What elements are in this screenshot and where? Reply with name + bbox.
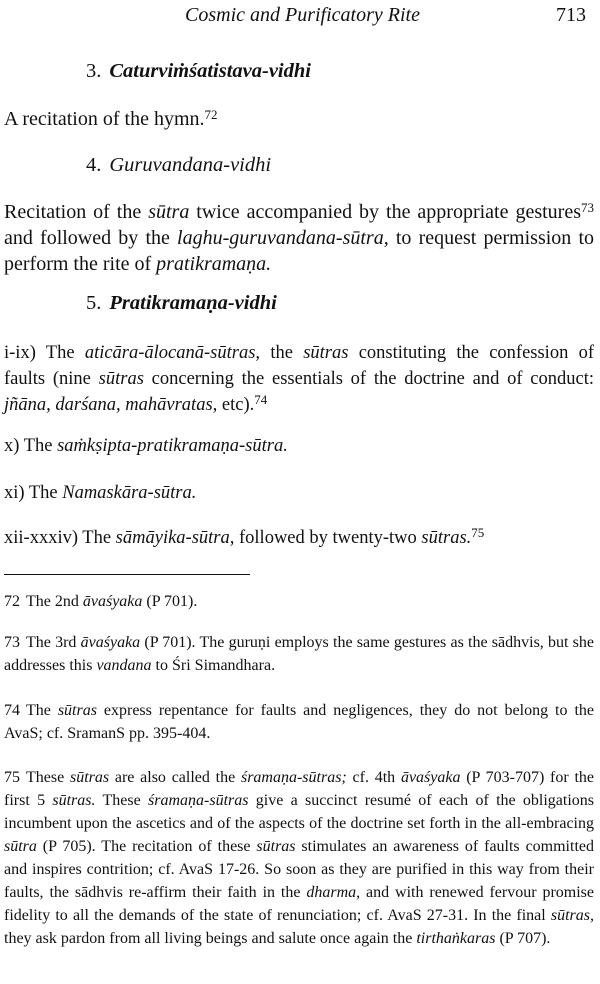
italic-term: sūtras bbox=[57, 702, 97, 719]
text-run: are also called the bbox=[109, 769, 241, 786]
footnote bbox=[4, 766, 594, 950]
footnote-separator bbox=[4, 574, 250, 575]
italic-term: dharma, bbox=[306, 884, 361, 901]
list-item bbox=[4, 525, 594, 551]
italic-term: sūtras bbox=[98, 369, 144, 389]
italic-term: vandana bbox=[96, 657, 152, 674]
text-run: give a succinct resumé of each of the obligations incumbent upon the ascetics and of the aspects of the doctrine set forth in the all-embracing bbox=[4, 792, 595, 832]
text-run: to Śri Simandhara. bbox=[151, 657, 276, 674]
section-title: Pratikramaṇa-vidhi bbox=[109, 292, 277, 314]
list-item bbox=[4, 480, 594, 506]
footnote-number: 73 bbox=[4, 634, 20, 651]
italic-term: jñāna, darśana, mahāvratas, bbox=[4, 395, 218, 415]
text-run: constituting the confession of faults (nine bbox=[4, 343, 594, 389]
section-number: 5. bbox=[86, 292, 102, 314]
text-run: Recitation of the bbox=[4, 201, 149, 223]
text-run: etc). bbox=[217, 395, 255, 415]
text-run: cf. 4th bbox=[346, 769, 401, 786]
text-run: twice accompanied by the appropriate gestures bbox=[189, 201, 581, 223]
text-run: xii-xxxiv) The bbox=[4, 528, 116, 548]
page-number: 713 bbox=[556, 4, 586, 26]
section-number: 4. bbox=[86, 154, 102, 176]
section-number: 3. bbox=[86, 60, 102, 82]
italic-term: sūtras bbox=[69, 769, 110, 786]
text-run: concerning the essentials of the doctrine and of conduct: bbox=[143, 369, 594, 389]
section-3-body bbox=[4, 106, 594, 132]
text-run: These bbox=[95, 792, 149, 809]
footnote-number: 74 bbox=[4, 702, 20, 719]
list-item bbox=[4, 340, 594, 418]
italic-term: sūtras. bbox=[421, 528, 472, 548]
italic-term: āvaśyaka bbox=[400, 769, 461, 786]
footnote bbox=[4, 631, 594, 677]
text-run: they ask pardon from all living beings and salute once again the bbox=[4, 930, 417, 947]
text-run: (P 707). bbox=[495, 930, 551, 947]
italic-term: śramaṇa-sūtras; bbox=[240, 769, 347, 786]
italic-term: laghu-guruvandana-sūtra, bbox=[177, 227, 389, 249]
italic-term: pratikramaṇa. bbox=[156, 253, 272, 275]
footnote-ref: 75 bbox=[471, 525, 485, 540]
section-title: Guruvandana-vidhi bbox=[109, 154, 272, 176]
italic-term: sūtras, bbox=[550, 907, 594, 924]
italic-term: sūtras. bbox=[52, 792, 96, 809]
text-run: stimulates an awareness of faults committed and inspires contrition; cf. AvaS 17-26. So soon as they are purified in this way from their faults, the sādhvis re-affirm their faith in the bbox=[4, 838, 594, 901]
text-run: The 2nd bbox=[26, 593, 83, 610]
footnote-ref: 74 bbox=[254, 392, 268, 407]
italic-term: sūtras bbox=[256, 838, 296, 855]
text-run: These bbox=[26, 769, 70, 786]
text-run: express repentance for faults and negligences, they do not belong to the AvaS; cf. SramanS pp. 395-404. bbox=[4, 702, 595, 742]
footnote-ref: 73 bbox=[581, 200, 594, 215]
italic-term: sūtra bbox=[148, 201, 190, 223]
text-run: to request permission to perform the rite of bbox=[4, 227, 594, 275]
text-run: The 3rd bbox=[26, 634, 81, 651]
italic-term: saṁkṣipta-pratikramaṇa-sūtra. bbox=[57, 436, 288, 456]
section-4-heading bbox=[86, 154, 271, 177]
text-run: i-ix) The bbox=[4, 343, 85, 363]
footnote bbox=[4, 590, 594, 613]
text-run: (P 703-707) for the first 5 bbox=[4, 769, 595, 809]
italic-term: Namaskāra-sūtra. bbox=[62, 483, 197, 503]
text-run: xi) The bbox=[4, 483, 63, 503]
text-run: (P 701). The guruṇi employs the same gestures as the sādhvis, but she addresses this bbox=[4, 634, 595, 674]
italic-term: aticāra-ālocanā-sūtras, bbox=[84, 343, 261, 363]
text-run: and with renewed fervour promise fidelity to all the demands of the state of renunciation; cf. AvaS 27-31. In the final bbox=[4, 884, 594, 924]
section-3-heading bbox=[86, 60, 311, 83]
running-title: Cosmic and Purificatory Rite bbox=[185, 4, 420, 26]
footnote bbox=[4, 699, 594, 745]
text-run: The bbox=[26, 702, 58, 719]
italic-term: sāmāyika-sūtra, bbox=[115, 528, 235, 548]
text-run: and followed by the bbox=[4, 227, 178, 249]
italic-term: sūtra bbox=[4, 838, 37, 855]
list-item bbox=[4, 433, 594, 459]
italic-term: śramaṇa-sūtras bbox=[148, 792, 249, 809]
text-run: the bbox=[260, 343, 304, 363]
italic-term: āvaśyaka bbox=[80, 634, 141, 651]
footnote-number: 75 bbox=[4, 769, 20, 786]
italic-term: tirthaṅkaras bbox=[416, 930, 496, 947]
section-5-heading bbox=[86, 292, 277, 315]
text-run: (P 705). The recitation of these bbox=[36, 838, 257, 855]
text-run: x) The bbox=[4, 436, 58, 456]
text-run: followed by twenty-two bbox=[234, 528, 422, 548]
footnote-number: 72 bbox=[4, 593, 20, 610]
body-text: A recitation of the hymn. bbox=[4, 108, 205, 130]
text-run: (P 701). bbox=[142, 593, 198, 610]
section-title: Caturviṁśatistava-vidhi bbox=[109, 60, 311, 82]
footnote-ref: 72 bbox=[204, 107, 218, 122]
italic-term: sūtras bbox=[303, 343, 349, 363]
section-4-body bbox=[4, 199, 594, 277]
italic-term: āvaśyaka bbox=[82, 593, 143, 610]
page-header bbox=[0, 4, 600, 30]
